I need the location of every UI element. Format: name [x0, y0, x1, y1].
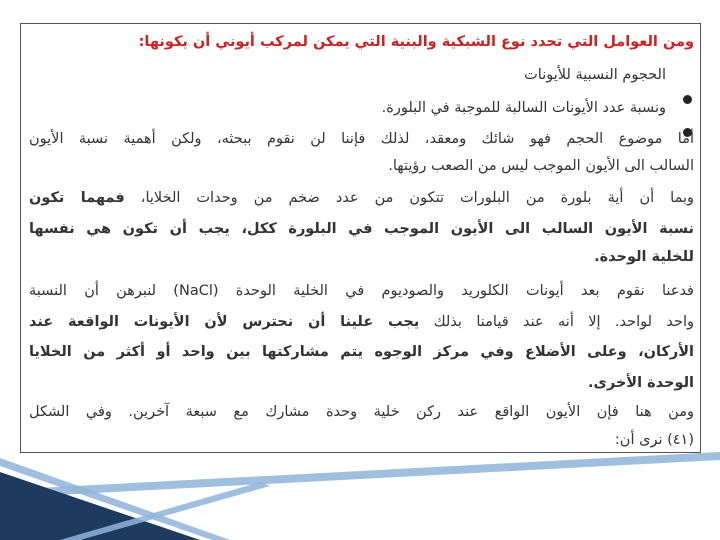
paragraph-line: نسبة الأيون السالب الى الأيون الموجب في البلورة ككل، يجب أن تكون هي نفسها	[29, 221, 694, 237]
decor-stripe	[0, 452, 720, 498]
text-span: واحد لواحد. إلا أنه عند قيامنا بذلك	[433, 314, 694, 330]
bullet-item: ونسبة عدد الأيونات السالبة للموجبة في البلورة.	[381, 100, 666, 116]
text-span-bold: فمهما تكون	[29, 190, 125, 206]
bullet-icon	[683, 95, 692, 104]
document-page	[20, 23, 701, 453]
paragraph-line	[29, 185, 694, 211]
bullet-item: الحجوم النسبية للأيونات	[524, 67, 666, 83]
paragraph-line: فدعنا نقوم بعد أيونات الكلوريد والصوديوم في الخلية الوحدة (NaCl) لنبرهن أن النسبة	[29, 283, 694, 299]
text-span-bold: يجب علينا أن نحترس لأن الأيونات الواقعة عند	[29, 314, 420, 330]
paragraph-line	[29, 309, 694, 335]
paragraph-line: الوحدة الأخرى.	[588, 375, 694, 391]
paragraph-line: للخلية الوحدة.	[594, 249, 694, 265]
heading: ومن العوامل التي تحدد نوع الشبكية والبنية التي يمكن لمركب أيوني أن يكونها:	[138, 34, 694, 50]
paragraph-line: الأركان، وعلى الأضلاع وفي مركز الوجوه يتم مشاركتها بين واحد أو أكثر من الخلايا	[29, 344, 694, 360]
text-span: وبما أن أية بلورة من البلورات تتكون من عدد ضخم من وحدات الخلايا،	[140, 190, 694, 206]
paragraph-line: أما موضوع الحجم فهو شائك ومعقد، لذلك فإننا لن نقوم ببحثه، ولكن أهمية نسبة الأيون	[29, 131, 694, 147]
paragraph-line: السالب الى الأيون الموجب ليس من الصعب رؤيتها.	[388, 158, 694, 174]
slide-decoration	[0, 452, 720, 540]
paragraph-line: ومن هنا فإن الأيون الواقع عند ركن خلية وحدة مشارك مع سبعة آخرين. وفي الشكل	[29, 404, 694, 420]
paragraph-line: (٤١) نرى أن:	[614, 432, 694, 448]
